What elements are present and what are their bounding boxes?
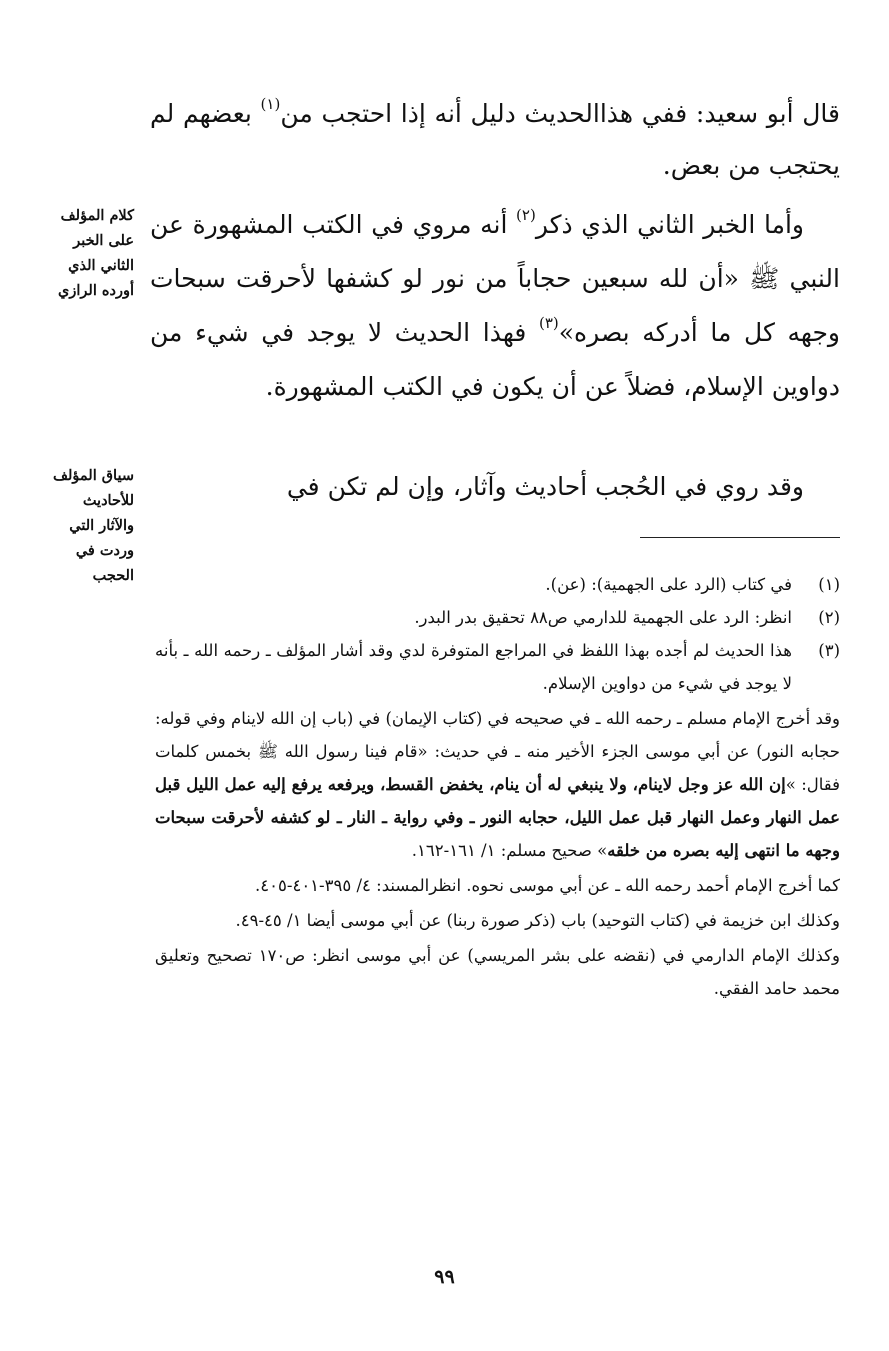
- p2-text-b: أنه مروي في الكتب المشهورة عن النبي ﷺ «أن لله سبعين حجاباً من نور لو كشفها لأحرقت سبحات وجهه كل ما أدركه بصره»: [150, 210, 840, 347]
- main-paragraph-1: [150, 88, 840, 192]
- p1-text-a: قال أبو سعيد: ففي هذاالحديث دليل أنه إذا احتجب من: [280, 99, 841, 128]
- p1-text-b: بعضهم لم يحتجب من بعض.: [150, 99, 840, 180]
- footnote-ref-1: (١): [260, 95, 281, 113]
- footnote-separator: [640, 537, 840, 538]
- footnote-3-paragraph-4: وكذلك ابن خزيمة في (كتاب التوحيد) باب (ذكر صورة ربنا) عن أبي موسى أيضا ١/ ٤٥-٤٩.: [235, 911, 840, 930]
- footnote-2: [155, 601, 840, 634]
- footnote-text: انظر: الرد على الجهمية للدارمي ص٨٨ تحقيق بدر البدر.: [414, 608, 792, 627]
- footnote-1: [155, 568, 840, 601]
- footnote-ref-3: (٣): [538, 314, 559, 332]
- footnote-3-paragraph-5: وكذلك الإمام الدارمي في (نقضه على بشر المريسي) عن أبي موسى انظر: ص١٧٠ تصحيح وتعليق محمد حامد الفقي.: [155, 946, 840, 998]
- marginal-note-2-line: الحجب: [92, 567, 134, 584]
- marginal-note-2-line: وردت في: [75, 542, 134, 559]
- marginal-note-1: [22, 203, 134, 303]
- p3-text: وقد روي في الحُجب أحاديث وآثار، وإن لم تكن في: [286, 472, 804, 501]
- footnote-number: (٣): [818, 641, 840, 660]
- footnote-ref-2: (٢): [516, 206, 536, 224]
- marginal-note-2-line: والآثار التي: [69, 517, 134, 534]
- footnotes-section: [155, 568, 840, 1005]
- footnote-text: في كتاب (الرد على الجهمية): (عن).: [545, 575, 792, 594]
- footnote-number: (١): [818, 575, 840, 594]
- footnote-3-para2-text: وقد أخرج الإمام مسلم ـ رحمه الله ـ في صحيحه في (كتاب الإيمان) في (باب إن الله لاينام وفي قوله: حجابه النور) عن أبي موسى الجزء الأخير منه ـ في حديث: «قام فينا رسول الله ﷺ بخمس كلمات فقال: »: [155, 709, 841, 794]
- footnote-3-paragraph-3: كما أخرج الإمام أحمد رحمه الله ـ عن أبي موسى نحوه. انظرالمسند: ٤/ ٣٩٥-٤٠١-٤٠٥.: [255, 876, 840, 895]
- marginal-note-1-line: الثاني الذي: [68, 257, 134, 274]
- marginal-note-1-line: على الخبر: [73, 232, 134, 249]
- footnote-3: [155, 634, 840, 700]
- main-paragraph-3: [150, 460, 840, 514]
- marginal-note-2: [22, 463, 134, 588]
- footnote-number: (٢): [818, 608, 840, 627]
- footnote-3-hadith-quote: إن الله عز وجل لاينام، ولا ينبغي له أن ينام، يخفض القسط، ويرفعه يرفع إليه عمل الليل قبل عمل النهار وعمل النهار قبل عمل الليل، حجابه النور ـ وفي رواية ـ النار ـ لو كشفه لأحرقت سبحات وجهه ما انتهى إليه بصره من خلقه: [155, 775, 840, 860]
- main-paragraph-2: [150, 198, 840, 414]
- footnote-3-para2-source: » صحيح مسلم: ١/ ١٦١-١٦٢.: [411, 841, 608, 860]
- marginal-note-2-line: سياق المؤلف: [53, 467, 134, 484]
- marginal-note-2-line: للأحاديث: [82, 492, 134, 509]
- marginal-note-1-line: أورده الرازي: [58, 282, 134, 299]
- page-number: ٩٩: [434, 1266, 455, 1288]
- footnote-text: هذا الحديث لم أجده بهذا اللفظ في المراجع المتوفرة لدي وقد أشار المؤلف ـ رحمه الله ـ بأنه لا يوجد في شيء من دواوين الإسلام.: [155, 641, 792, 693]
- marginal-note-1-line: كلام المؤلف: [60, 207, 134, 224]
- p2-text-c: فهذا الحديث لا يوجد في شيء من دواوين الإسلام، فضلاً عن أن يكون في الكتب المشهورة.: [150, 318, 840, 401]
- p2-text-a: وأما الخبر الثاني الذي ذكر: [535, 210, 804, 239]
- footnote-3-paragraph-2: [155, 702, 840, 867]
